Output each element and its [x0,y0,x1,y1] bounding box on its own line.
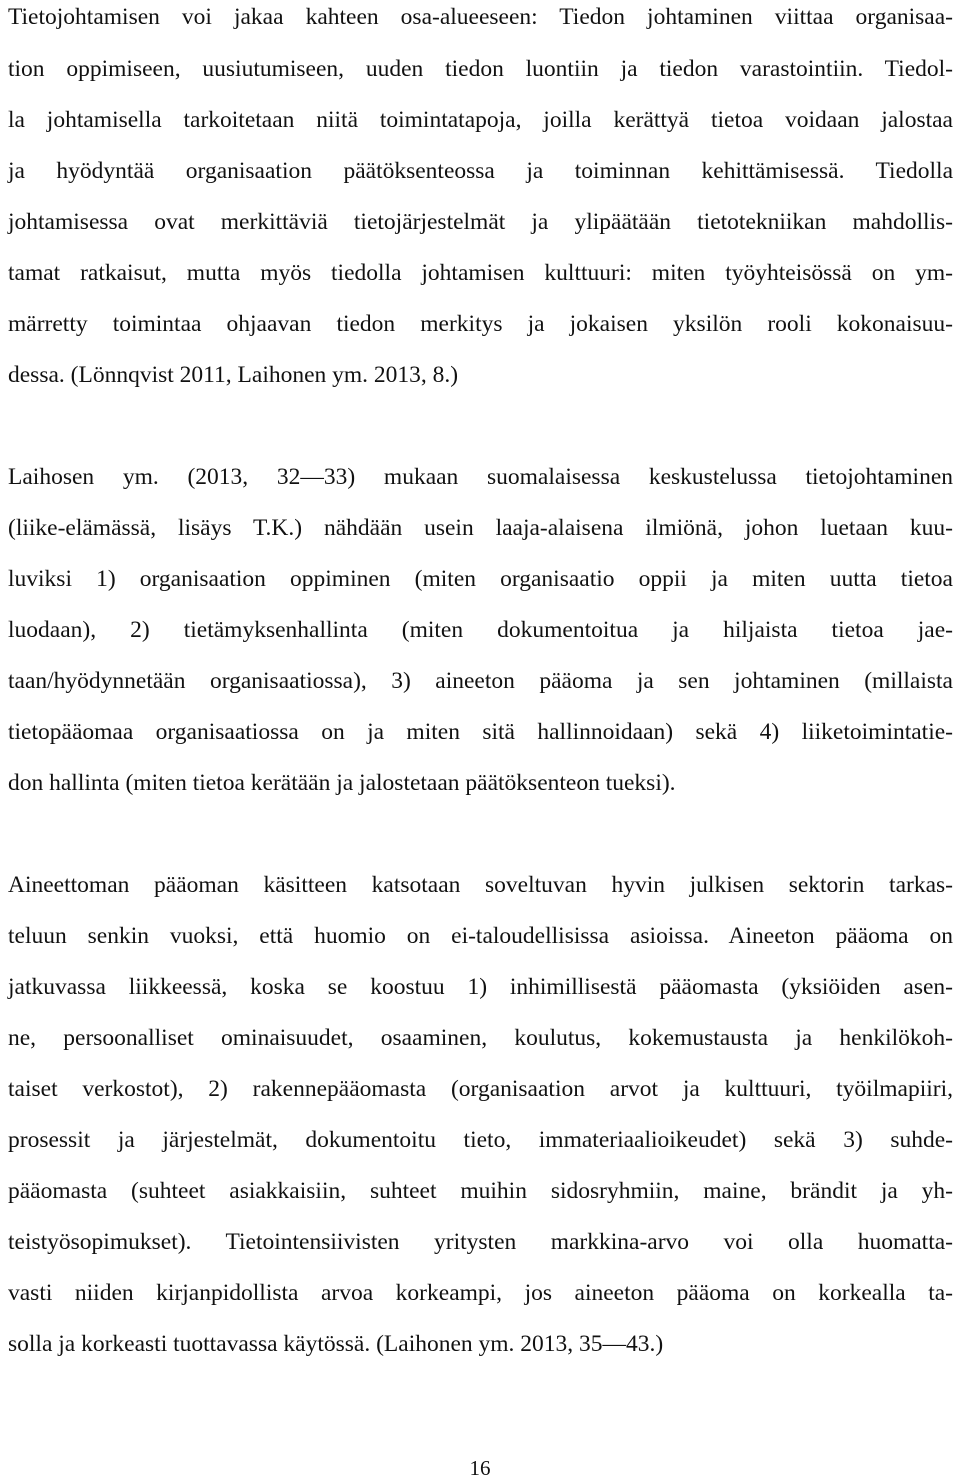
paragraph-line: don hallinta (miten tietoa kerätään ja jalostetaan päätöksenteon tueksi). [8,770,676,796]
paragraph-line: tamat ratkaisut, mutta myös tiedolla johtamisen kulttuuri: miten työyhteisössä on ym- [8,260,953,286]
paragraph-line: prosessit ja järjestelmät, dokumentoitu tieto, immateriaalioikeudet) sekä 3) suhde- [8,1127,953,1153]
paragraph-line: ja hyödyntää organisaation päätöksenteossa ja toiminnan kehittämisessä. Tiedolla [8,158,953,184]
paragraph-line: ne, persoonalliset ominaisuudet, osaaminen, koulutus, kokemustausta ja henkilökoh- [8,1025,953,1051]
paragraph-line: solla ja korkeasti tuottavassa käytössä. (Laihonen ym. 2013, 35—43.) [8,1331,664,1357]
paragraph-line: luodaan), 2) tietämyksenhallinta (miten dokumentoitua ja hiljaista tietoa jae- [8,617,953,643]
paragraph-line: vasti niiden kirjanpidollista arvoa korkeampi, jos aineeton pääoma on korkealla ta- [8,1280,953,1306]
paragraph-line: jatkuvassa liikkeessä, koska se koostuu 1) inhimillisestä pääomasta (yksiöiden asen- [8,974,953,1000]
paragraph-line: taiset verkostot), 2) rakennepääomasta (organisaation arvot ja kulttuuri, työilmapiiri, [8,1076,953,1102]
paragraph-line: märretty toimintaa ohjaavan tiedon merkitys ja jokaisen yksilön rooli kokonaisuu- [8,311,953,337]
paragraph-line: teistyösopimukset). Tietointensiivisten yritysten markkina-arvo voi olla huomatta- [8,1229,953,1255]
paragraph-line: luviksi 1) organisaation oppiminen (miten organisaatio oppii ja miten uutta tietoa [8,566,953,592]
paragraph-line: (liike-elämässä, lisäys T.K.) nähdään usein laaja-alaisena ilmiönä, johon luetaan kuu- [8,515,953,541]
paragraph-line: Aineettoman pääoman käsitteen katsotaan soveltuvan hyvin julkisen sektorin tarkas- [8,872,953,898]
paragraph-line: tietopääomaa organisaatiossa on ja miten sitä hallinnoidaan) sekä 4) liiketoimintatie- [8,719,953,745]
paragraph-line: taan/hyödynnetään organisaatiossa), 3) aineeton pääoma ja sen johtaminen (millaista [8,668,953,694]
paragraph-line: johtamisessa ovat merkittäviä tietojärjestelmät ja ylipäätään tietotekniikan mahdollis- [8,209,953,235]
paragraph-line: tion oppimiseen, uusiutumiseen, uuden tiedon luontiin ja tiedon varastointiin. Tiedol- [8,56,953,82]
paragraph-line: Tietojohtamisen voi jakaa kahteen osa-alueeseen: Tiedon johtaminen viittaa organisaa- [8,4,953,30]
paragraph-line: la johtamisella tarkoitetaan niitä toimintatapoja, joilla kerättyä tietoa voidaan jalostaa [8,107,953,133]
page-number: 16 [469,1456,491,1480]
paragraph-line: teluun senkin vuoksi, että huomio on ei-taloudellisissa asioissa. Aineeton pääoma on [8,923,953,949]
paragraph-line: Laihosen ym. (2013, 32—33) mukaan suomalaisessa keskustelussa tietojohtaminen [8,464,953,490]
paragraph-line: dessa. (Lönnqvist 2011, Laihonen ym. 2013, 8.) [8,362,459,388]
paragraph-line: pääomasta (suhteet asiakkaisiin, suhteet muihin sidosryhmiin, maine, brändit ja yh- [8,1178,953,1204]
